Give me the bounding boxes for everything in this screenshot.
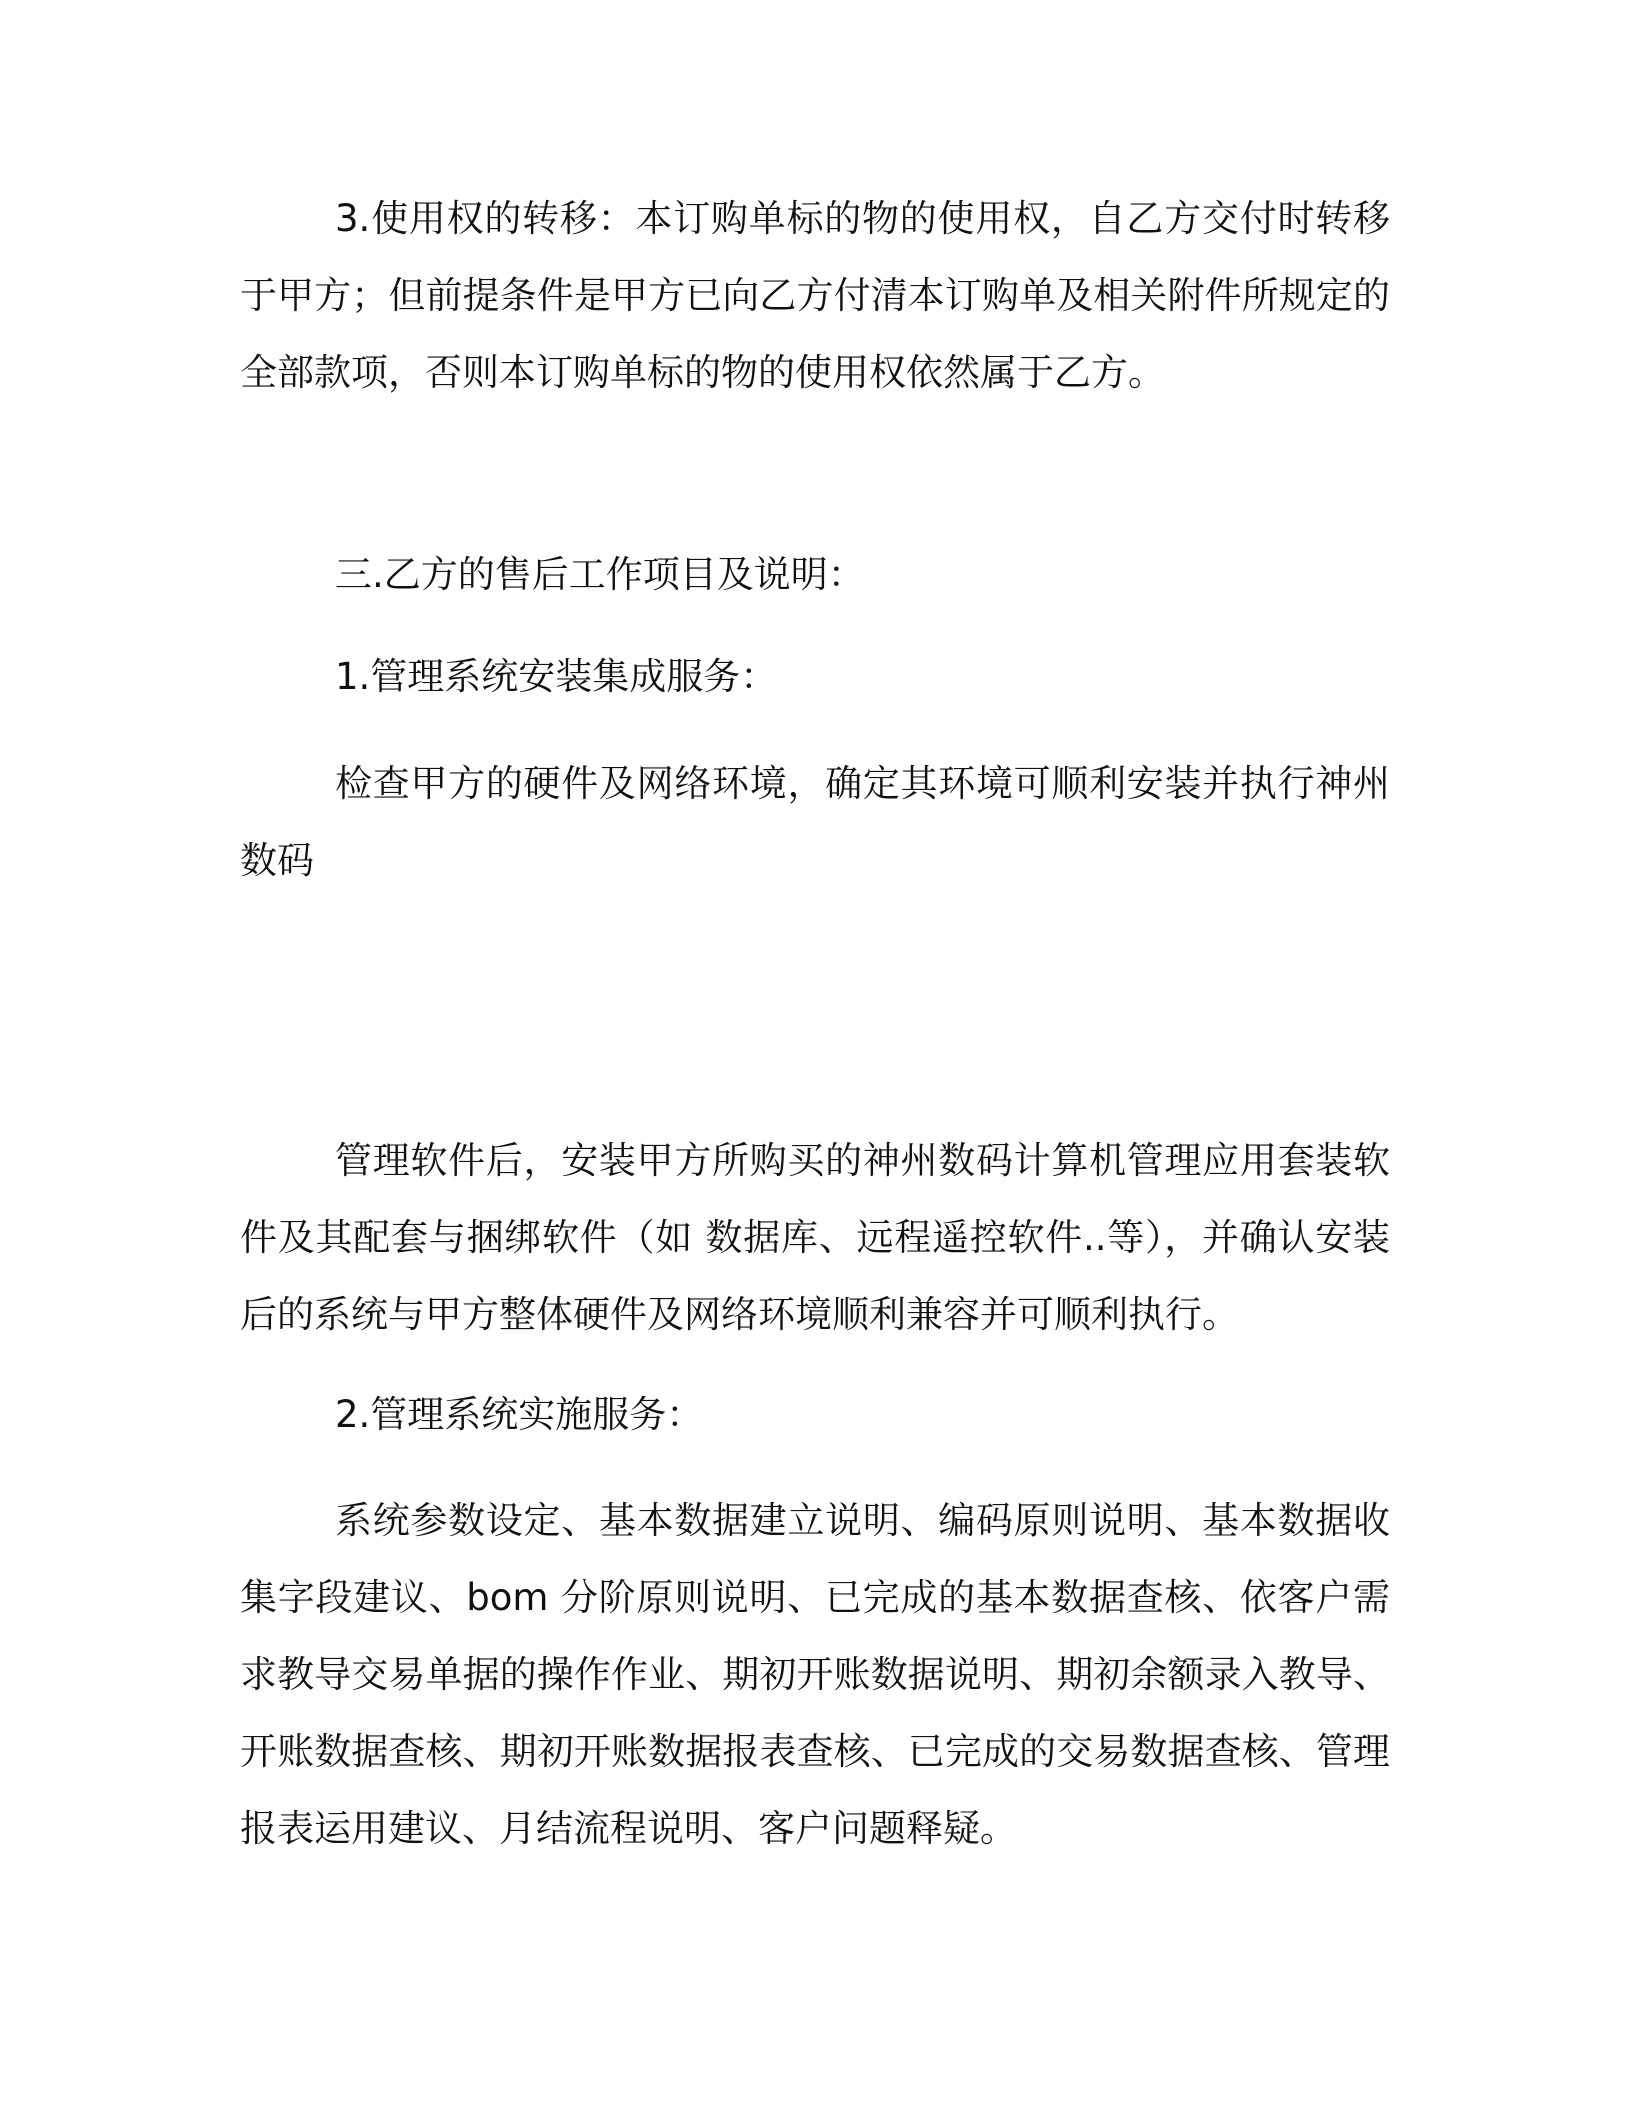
subheading-installation-service: 1.管理系统安装集成服务： <box>335 655 778 698</box>
paragraph-check-environment: 检查甲方的硬件及网络环境，确定其环境可顺利安装并执行神州数码 <box>240 762 1390 882</box>
paragraph-install-software: 管理软件后，安装甲方所购买的神州数码计算机管理应用套装软件及其配套与捆绑软件（如 数据库、远程遥控软件..等），并确认安装后的系统与甲方整体硬件及网络环境顺利兼容并可顺利执行。 <box>240 1139 1390 1336</box>
paragraph-implementation-items: 系统参数设定、基本数据建立说明、编码原则说明、基本数据收集字段建议、bom 分阶原则说明、已完成的基本数据查核、依客户需求教导交易单据的操作作业、期初开账数据说明、期初余额录入教导、开账数据查核、期初开账数据报表查核、已完成的交易数据查核、管理报表运用建议、月结流程说明、客户问题释疑。 <box>240 1499 1390 1850</box>
subheading-implementation-service: 2.管理系统实施服务： <box>335 1393 704 1436</box>
paragraph-usage-rights-transfer: 3.使用权的转移：本订购单标的物的使用权，自乙方交付时转移于甲方；但前提条件是甲方已向乙方付清本订购单及相关附件所规定的全部款项，否则本订购单标的物的使用权依然属于乙方。 <box>240 197 1390 394</box>
section-heading-after-sales: 三.乙方的售后工作项目及说明： <box>335 553 865 596</box>
